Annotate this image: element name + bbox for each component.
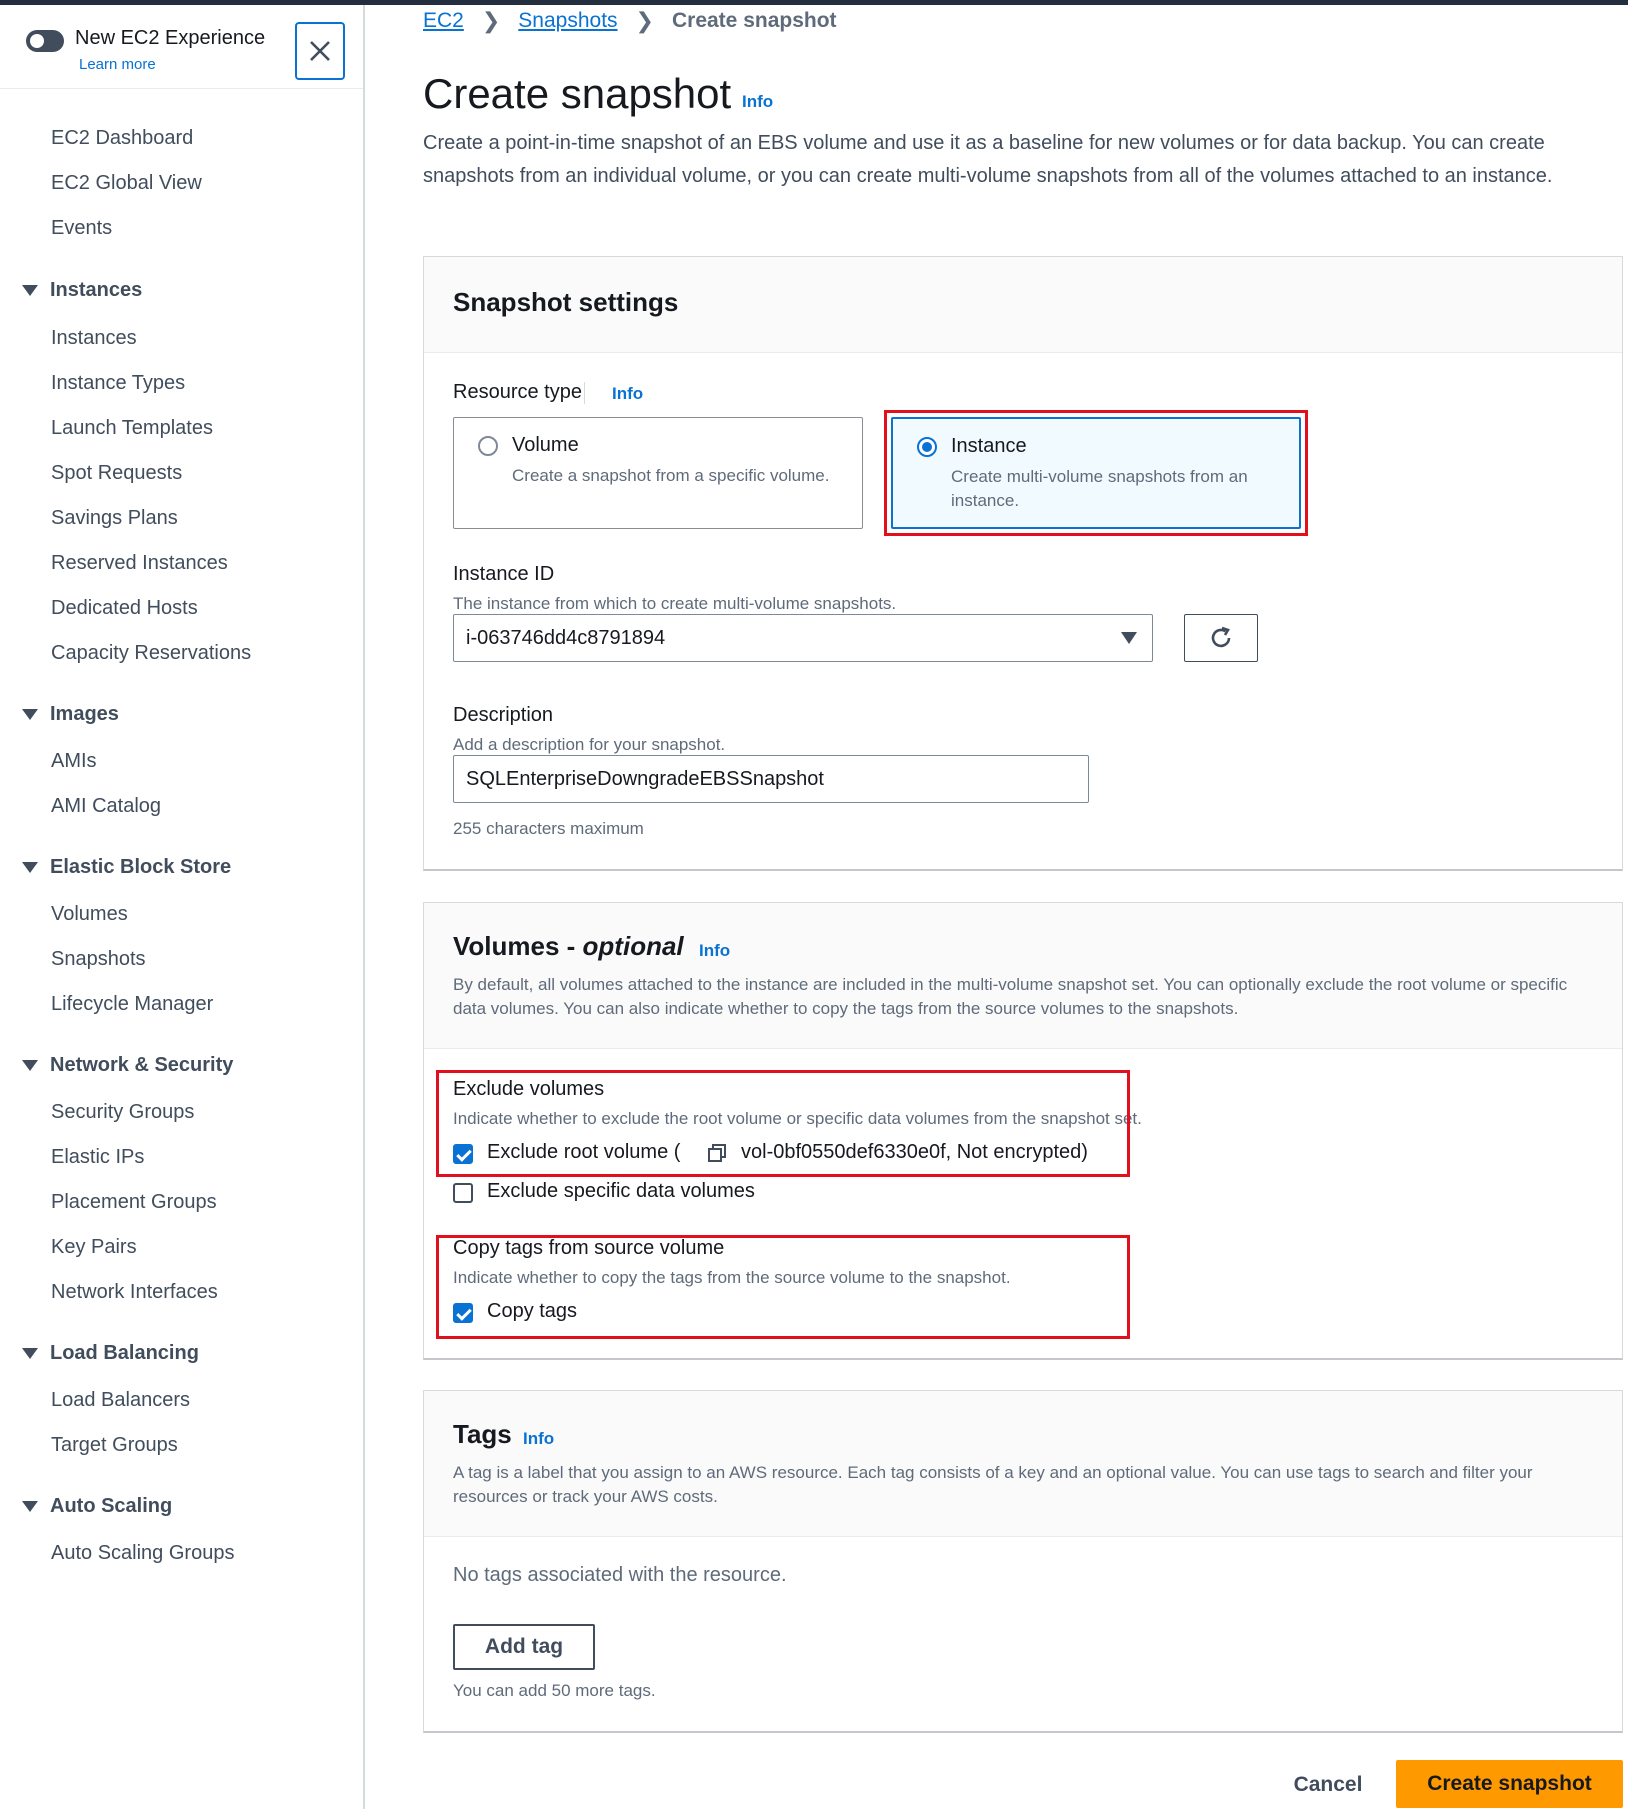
create-snapshot-button[interactable]: Create snapshot [1396,1760,1623,1808]
sidebar-item-ec2-dashboard[interactable]: EC2 Dashboard [51,127,194,149]
tags-remaining: You can add 50 more tags. [453,1681,656,1700]
sidebar-item-dedicated-hosts[interactable]: Dedicated Hosts [51,597,198,619]
description-value: SQLEnterpriseDowngradeEBSSnapshot [466,768,824,790]
sidebar-item-snapshots[interactable]: Snapshots [51,948,146,970]
sidebar-item-launch-templates[interactable]: Launch Templates [51,417,213,439]
chevron-right-icon: ❯ [481,8,501,33]
sidebar-item-instance-types[interactable]: Instance Types [51,372,186,394]
caret-down-icon [1121,632,1137,644]
tags-title: Tags [453,1419,512,1449]
breadcrumb-current: Create snapshot [671,9,837,32]
sidebar-item-capacity-reservations[interactable]: Capacity Reservations [51,642,252,664]
volume-option-desc: Create a snapshot from a specific volume. [512,466,830,485]
exclude-specific-volumes-label: Exclude specific data volumes [487,1180,755,1202]
instance-id-value: i-063746dd4c8791894 [466,627,666,649]
sidebar-item-instances[interactable]: Instances [51,327,137,349]
highlight-box [884,410,1308,536]
exclude-volumes-hint: Indicate whether to exclude the root volume or specific data volumes from the snapshot set. [453,1109,1142,1128]
sidebar-item-network-interfaces[interactable]: Network Interfaces [51,1281,218,1303]
sidebar-item-ec2-global-view[interactable]: EC2 Global View [51,172,202,194]
copy-tags-section-label: Copy tags from source volume [453,1237,725,1259]
sidebar-item-target-groups[interactable]: Target Groups [51,1434,178,1456]
volumes-panel [423,902,1623,1360]
sidebar-section-auto-scaling[interactable]: Auto Scaling [22,1495,172,1518]
instance-option-desc: Create multi-volume snapshots from an instance. [951,467,1248,510]
page-info-link[interactable]: Info [742,92,774,111]
description-input[interactable] [453,755,1089,803]
sidebar-section-images[interactable]: Images [22,703,119,726]
chevron-right-icon: ❯ [635,8,654,33]
sidebar-item-load-balancers[interactable]: Load Balancers [51,1389,190,1411]
highlight-box [436,1235,1130,1339]
sidebar-item-savings-plans[interactable]: Savings Plans [51,507,178,529]
tags-description: A tag is a label that you assign to an AWS resource. Each tag consists of a key and an optional value. You can use tags to search and filter your resources or track your AWS costs. [453,1463,1533,1506]
description-label: Description [453,704,554,726]
volume-radio[interactable] [478,436,498,456]
volume-option-tile[interactable] [453,417,863,529]
instance-id-label: Instance ID [453,563,555,585]
snapshot-settings-panel [423,256,1623,871]
volumes-title: Volumes - optional [453,931,684,961]
exclude-root-volume-label: Exclude root volume ( [487,1141,681,1163]
sidebar-item-amis[interactable]: AMIs [51,750,97,772]
sidebar-item-volumes[interactable]: Volumes [51,903,128,925]
sidebar-item-events[interactable]: Events [51,217,113,239]
breadcrumb-ec2[interactable]: EC2 [423,9,464,32]
sidebar-item-key-pairs[interactable]: Key Pairs [51,1236,137,1258]
refresh-button[interactable] [1184,614,1258,662]
resource-type-info-link[interactable]: Info [612,384,644,403]
sidebar-section-load-balancing[interactable]: Load Balancing [22,1342,199,1365]
sidebar-item-auto-scaling-groups[interactable]: Auto Scaling Groups [51,1542,235,1564]
new-experience-label: New EC2 Experience [75,27,266,49]
sidebar-item-lifecycle-manager[interactable]: Lifecycle Manager [51,993,214,1015]
tags-panel [423,1390,1623,1733]
learn-more-link[interactable]: Learn more [79,56,156,73]
refresh-icon [1208,625,1234,651]
root-volume-id: vol-0bf0550def6330e0f, Not encrypted) [741,1141,1088,1163]
cancel-button[interactable]: Cancel [1293,1773,1363,1796]
breadcrumb [423,8,837,34]
divider [584,382,585,404]
sidebar-section-network-security[interactable]: Network & Security [22,1054,233,1077]
page-description: Create a point-in-time snapshot of an EBS volume and use it as a baseline for new volumes or for data backup. You can create snapshots from an individual volume, or you can create multi-volume snapshots from all of the volumes attached to an instance. [423,132,1553,187]
sidebar-item-reserved-instances[interactable]: Reserved Instances [51,552,228,574]
copy-tags-hint: Indicate whether to copy the tags from the source volume to the snapshot. [453,1268,1011,1287]
sidebar-item-security-groups[interactable]: Security Groups [51,1101,195,1123]
page-title: Create snapshot [423,70,732,117]
sidebar-section-elastic-block-store[interactable]: Elastic Block Store [22,856,231,879]
copy-tags-label: Copy tags [487,1300,578,1322]
sidebar-item-placement-groups[interactable]: Placement Groups [51,1191,217,1213]
instance-option-label: Instance [951,435,1027,457]
exclude-volumes-label: Exclude volumes [453,1078,605,1100]
breadcrumb-snapshots[interactable]: Snapshots [518,9,618,32]
sidebar-item-elastic-ips[interactable]: Elastic IPs [51,1146,145,1168]
sidebar-section-instances[interactable]: Instances [22,279,142,302]
resource-type-label: Resource type [453,381,582,403]
description-hint: Add a description for your snapshot. [453,735,726,754]
instance-id-select[interactable] [453,614,1153,662]
tags-info-link[interactable]: Info [523,1429,555,1448]
volumes-info-link[interactable]: Info [699,941,731,960]
exclude-specific-volumes-checkbox[interactable] [453,1183,473,1203]
description-constraint: 255 characters maximum [453,819,644,838]
sidebar-item-spot-requests[interactable]: Spot Requests [51,462,183,484]
snapshot-settings-title: Snapshot settings [453,287,679,317]
no-tags-message: No tags associated with the resource. [453,1564,787,1586]
volume-option-label: Volume [512,434,579,456]
add-tag-button[interactable]: Add tag [453,1624,595,1670]
volumes-description: By default, all volumes attached to the instance are included in the multi-volume snapshot set. You can optionally exclude the root volume or specific data volumes. You can also indicate whether to copy the tags from the source volumes to the snapshots. [453,975,1568,1018]
instance-id-hint: The instance from which to create multi-volume snapshots. [453,594,897,613]
highlight-box [436,1070,1130,1177]
sidebar-item-ami-catalog[interactable]: AMI Catalog [51,795,162,817]
